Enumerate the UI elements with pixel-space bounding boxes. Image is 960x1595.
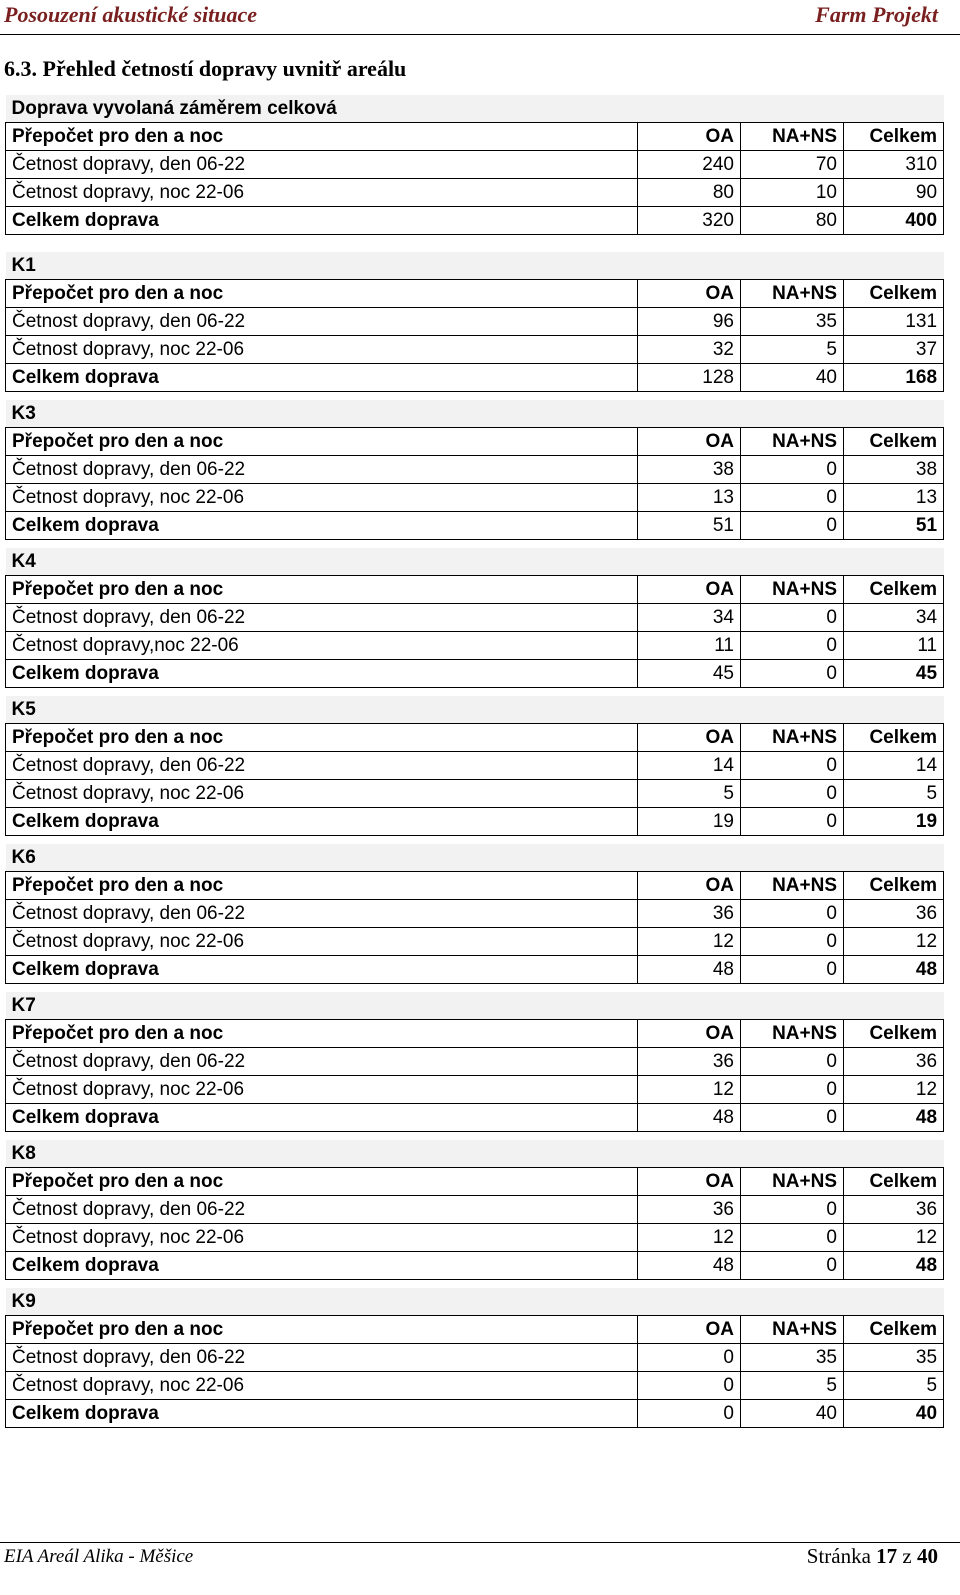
cell-value: 0 xyxy=(741,484,844,512)
column-header: NA+NS xyxy=(741,1168,844,1196)
column-header: Celkem xyxy=(844,123,944,151)
table-total-row xyxy=(6,956,944,984)
total-value: 40 xyxy=(741,1400,844,1428)
table-header-row xyxy=(6,872,944,900)
cell-value: 11 xyxy=(844,632,944,660)
total-label: Celkem doprava xyxy=(6,207,638,235)
table-spacer xyxy=(5,392,943,400)
row-label: Četnost dopravy, noc 22-06 xyxy=(6,928,638,956)
traffic-table xyxy=(5,1288,944,1428)
footer-divider xyxy=(0,1542,960,1543)
cell-value: 5 xyxy=(741,336,844,364)
footer-current-page: 17 xyxy=(876,1544,898,1568)
table-spacer xyxy=(5,984,943,992)
cell-value: 0 xyxy=(741,1048,844,1076)
total-value: 48 xyxy=(638,956,741,984)
table-row xyxy=(6,308,944,336)
cell-value: 36 xyxy=(638,900,741,928)
row-label: Četnost dopravy, den 06-22 xyxy=(6,151,638,179)
cell-value: 5 xyxy=(741,1372,844,1400)
cell-value: 13 xyxy=(844,484,944,512)
column-header: NA+NS xyxy=(741,1020,844,1048)
table-total-row xyxy=(6,207,944,235)
table-spacer xyxy=(5,1280,943,1288)
table-header-row xyxy=(6,123,944,151)
total-value: 400 xyxy=(844,207,944,235)
cell-value: 38 xyxy=(844,456,944,484)
column-header: Celkem xyxy=(844,872,944,900)
cell-value: 34 xyxy=(844,604,944,632)
column-header-label: Přepočet pro den a noc xyxy=(6,724,638,752)
total-value: 19 xyxy=(844,808,944,836)
table-total-row xyxy=(6,808,944,836)
cell-value: 131 xyxy=(844,308,944,336)
table-total-row xyxy=(6,1252,944,1280)
column-header: NA+NS xyxy=(741,724,844,752)
total-value: 0 xyxy=(741,808,844,836)
table-row xyxy=(6,151,944,179)
table-row xyxy=(6,1196,944,1224)
column-header-label: Přepočet pro den a noc xyxy=(6,1316,638,1344)
table-total-row xyxy=(6,660,944,688)
total-value: 40 xyxy=(844,1400,944,1428)
row-label: Četnost dopravy, noc 22-06 xyxy=(6,179,638,207)
table-title: K7 xyxy=(6,992,944,1020)
total-value: 80 xyxy=(741,207,844,235)
total-value: 48 xyxy=(844,1104,944,1132)
cell-value: 34 xyxy=(638,604,741,632)
row-label: Četnost dopravy, noc 22-06 xyxy=(6,1076,638,1104)
column-header: NA+NS xyxy=(741,872,844,900)
column-header: Celkem xyxy=(844,1020,944,1048)
column-header: NA+NS xyxy=(741,280,844,308)
cell-value: 37 xyxy=(844,336,944,364)
cell-value: 12 xyxy=(638,928,741,956)
row-label: Četnost dopravy, noc 22-06 xyxy=(6,484,638,512)
column-header: NA+NS xyxy=(741,428,844,456)
column-header-label: Přepočet pro den a noc xyxy=(6,872,638,900)
row-label: Četnost dopravy, noc 22-06 xyxy=(6,1224,638,1252)
traffic-table xyxy=(5,844,944,984)
table-header-row xyxy=(6,724,944,752)
cell-value: 11 xyxy=(638,632,741,660)
row-label: Četnost dopravy, noc 22-06 xyxy=(6,336,638,364)
total-value: 128 xyxy=(638,364,741,392)
cell-value: 0 xyxy=(638,1344,741,1372)
table-title: K3 xyxy=(6,400,944,428)
table-spacer xyxy=(5,540,943,548)
cell-value: 35 xyxy=(741,1344,844,1372)
table-title: K4 xyxy=(6,548,944,576)
column-header-label: Přepočet pro den a noc xyxy=(6,280,638,308)
total-value: 0 xyxy=(741,956,844,984)
total-value: 48 xyxy=(844,1252,944,1280)
column-header-label: Přepočet pro den a noc xyxy=(6,123,638,151)
column-header: OA xyxy=(638,576,741,604)
footer-total-pages: 40 xyxy=(917,1544,938,1568)
total-value: 19 xyxy=(638,808,741,836)
cell-value: 36 xyxy=(844,1048,944,1076)
total-label: Celkem doprava xyxy=(6,1104,638,1132)
column-header: Celkem xyxy=(844,428,944,456)
cell-value: 12 xyxy=(844,928,944,956)
cell-value: 90 xyxy=(844,179,944,207)
traffic-table xyxy=(5,252,944,392)
table-header-row xyxy=(6,1020,944,1048)
traffic-table xyxy=(5,992,944,1132)
total-value: 45 xyxy=(638,660,741,688)
row-label: Četnost dopravy, noc 22-06 xyxy=(6,780,638,808)
row-label: Četnost dopravy, den 06-22 xyxy=(6,1344,638,1372)
cell-value: 14 xyxy=(844,752,944,780)
cell-value: 5 xyxy=(844,1372,944,1400)
table-title-row xyxy=(6,1288,944,1316)
cell-value: 0 xyxy=(741,752,844,780)
header-document-title: Posouzení akustické situace xyxy=(4,2,258,27)
total-label: Celkem doprava xyxy=(6,512,638,540)
column-header: Celkem xyxy=(844,576,944,604)
table-total-row xyxy=(6,1104,944,1132)
table-header-row xyxy=(6,1316,944,1344)
total-value: 51 xyxy=(638,512,741,540)
total-value: 45 xyxy=(844,660,944,688)
column-header: NA+NS xyxy=(741,576,844,604)
table-title: K5 xyxy=(6,696,944,724)
column-header: NA+NS xyxy=(741,123,844,151)
table-total-row xyxy=(6,1400,944,1428)
cell-value: 240 xyxy=(638,151,741,179)
cell-value: 80 xyxy=(638,179,741,207)
column-header: Celkem xyxy=(844,1316,944,1344)
table-row xyxy=(6,1344,944,1372)
cell-value: 14 xyxy=(638,752,741,780)
table-spacer xyxy=(5,836,943,844)
cell-value: 36 xyxy=(844,1196,944,1224)
table-header-row xyxy=(6,428,944,456)
cell-value: 10 xyxy=(741,179,844,207)
cell-value: 5 xyxy=(844,780,944,808)
column-header: NA+NS xyxy=(741,1316,844,1344)
table-row xyxy=(6,928,944,956)
column-header: OA xyxy=(638,1168,741,1196)
cell-value: 36 xyxy=(638,1048,741,1076)
total-value: 40 xyxy=(741,364,844,392)
cell-value: 12 xyxy=(844,1076,944,1104)
table-title-row xyxy=(6,696,944,724)
footer-of-word: z xyxy=(902,1544,912,1568)
table-row xyxy=(6,1048,944,1076)
table-title: K6 xyxy=(6,844,944,872)
total-value: 0 xyxy=(638,1400,741,1428)
cell-value: 12 xyxy=(844,1224,944,1252)
footer-page-number xyxy=(807,1544,938,1569)
cell-value: 35 xyxy=(741,308,844,336)
row-label: Četnost dopravy, den 06-22 xyxy=(6,1196,638,1224)
column-header-label: Přepočet pro den a noc xyxy=(6,1168,638,1196)
total-value: 0 xyxy=(741,512,844,540)
cell-value: 0 xyxy=(741,1196,844,1224)
cell-value: 0 xyxy=(741,928,844,956)
column-header-label: Přepočet pro den a noc xyxy=(6,1020,638,1048)
cell-value: 38 xyxy=(638,456,741,484)
column-header: OA xyxy=(638,428,741,456)
total-value: 48 xyxy=(844,956,944,984)
cell-value: 5 xyxy=(638,780,741,808)
table-title-row xyxy=(6,252,944,280)
column-header: OA xyxy=(638,1020,741,1048)
table-row xyxy=(6,1224,944,1252)
column-header: OA xyxy=(638,1316,741,1344)
total-value: 0 xyxy=(741,660,844,688)
traffic-table xyxy=(5,548,944,688)
cell-value: 35 xyxy=(844,1344,944,1372)
row-label: Četnost dopravy, den 06-22 xyxy=(6,900,638,928)
column-header-label: Přepočet pro den a noc xyxy=(6,428,638,456)
cell-value: 12 xyxy=(638,1076,741,1104)
traffic-table xyxy=(5,400,944,540)
table-spacer xyxy=(5,688,943,696)
traffic-table xyxy=(5,95,944,235)
table-title: Doprava vyvolaná záměrem celková xyxy=(6,95,944,123)
table-title-row xyxy=(6,548,944,576)
cell-value: 0 xyxy=(741,632,844,660)
table-spacer xyxy=(5,235,943,252)
table-spacer xyxy=(5,1132,943,1140)
table-title: K8 xyxy=(6,1140,944,1168)
column-header: Celkem xyxy=(844,724,944,752)
row-label: Četnost dopravy, den 06-22 xyxy=(6,456,638,484)
table-row xyxy=(6,900,944,928)
row-label: Četnost dopravy, noc 22-06 xyxy=(6,1372,638,1400)
cell-value: 0 xyxy=(741,1224,844,1252)
traffic-table xyxy=(5,1140,944,1280)
total-value: 0 xyxy=(741,1252,844,1280)
table-title: K1 xyxy=(6,252,944,280)
total-value: 51 xyxy=(844,512,944,540)
row-label: Četnost dopravy, den 06-22 xyxy=(6,308,638,336)
total-value: 0 xyxy=(741,1104,844,1132)
section-heading: 6.3. Přehled četností dopravy uvnitř areálu xyxy=(4,56,407,81)
column-header-label: Přepočet pro den a noc xyxy=(6,576,638,604)
row-label: Četnost dopravy,noc 22-06 xyxy=(6,632,638,660)
table-row xyxy=(6,484,944,512)
row-label: Četnost dopravy, den 06-22 xyxy=(6,752,638,780)
total-value: 48 xyxy=(638,1104,741,1132)
table-title-row xyxy=(6,95,944,123)
cell-value: 36 xyxy=(844,900,944,928)
footer-page-word: Stránka xyxy=(806,1544,871,1568)
total-label: Celkem doprava xyxy=(6,1252,638,1280)
column-header: Celkem xyxy=(844,1168,944,1196)
table-total-row xyxy=(6,512,944,540)
column-header: Celkem xyxy=(844,280,944,308)
footer-project-name: EIA Areál Alika - Měšice xyxy=(4,1546,194,1567)
cell-value: 96 xyxy=(638,308,741,336)
table-row xyxy=(6,336,944,364)
total-label: Celkem doprava xyxy=(6,1400,638,1428)
cell-value: 0 xyxy=(741,780,844,808)
cell-value: 0 xyxy=(741,604,844,632)
total-label: Celkem doprava xyxy=(6,660,638,688)
cell-value: 36 xyxy=(638,1196,741,1224)
total-label: Celkem doprava xyxy=(6,808,638,836)
table-row xyxy=(6,1372,944,1400)
cell-value: 12 xyxy=(638,1224,741,1252)
table-title-row xyxy=(6,400,944,428)
cell-value: 0 xyxy=(741,456,844,484)
total-label: Celkem doprava xyxy=(6,364,638,392)
column-header: OA xyxy=(638,724,741,752)
table-row xyxy=(6,1076,944,1104)
cell-value: 0 xyxy=(741,900,844,928)
table-title-row xyxy=(6,1140,944,1168)
column-header: OA xyxy=(638,280,741,308)
header-divider xyxy=(0,34,960,35)
row-label: Četnost dopravy, den 06-22 xyxy=(6,1048,638,1076)
table-row xyxy=(6,632,944,660)
cell-value: 32 xyxy=(638,336,741,364)
cell-value: 13 xyxy=(638,484,741,512)
total-label: Celkem doprava xyxy=(6,956,638,984)
total-value: 168 xyxy=(844,364,944,392)
cell-value: 70 xyxy=(741,151,844,179)
table-row xyxy=(6,179,944,207)
table-row xyxy=(6,752,944,780)
column-header: OA xyxy=(638,872,741,900)
table-header-row xyxy=(6,1168,944,1196)
cell-value: 310 xyxy=(844,151,944,179)
table-header-row xyxy=(6,576,944,604)
table-row xyxy=(6,780,944,808)
total-value: 48 xyxy=(638,1252,741,1280)
header-company-name: Farm Projekt xyxy=(815,2,938,27)
table-row xyxy=(6,456,944,484)
traffic-table xyxy=(5,696,944,836)
table-title-row xyxy=(6,844,944,872)
column-header: OA xyxy=(638,123,741,151)
table-row xyxy=(6,604,944,632)
cell-value: 0 xyxy=(638,1372,741,1400)
traffic-tables xyxy=(5,95,943,1428)
row-label: Četnost dopravy, den 06-22 xyxy=(6,604,638,632)
total-value: 320 xyxy=(638,207,741,235)
table-total-row xyxy=(6,364,944,392)
cell-value: 0 xyxy=(741,1076,844,1104)
table-title-row xyxy=(6,992,944,1020)
table-title: K9 xyxy=(6,1288,944,1316)
table-header-row xyxy=(6,280,944,308)
